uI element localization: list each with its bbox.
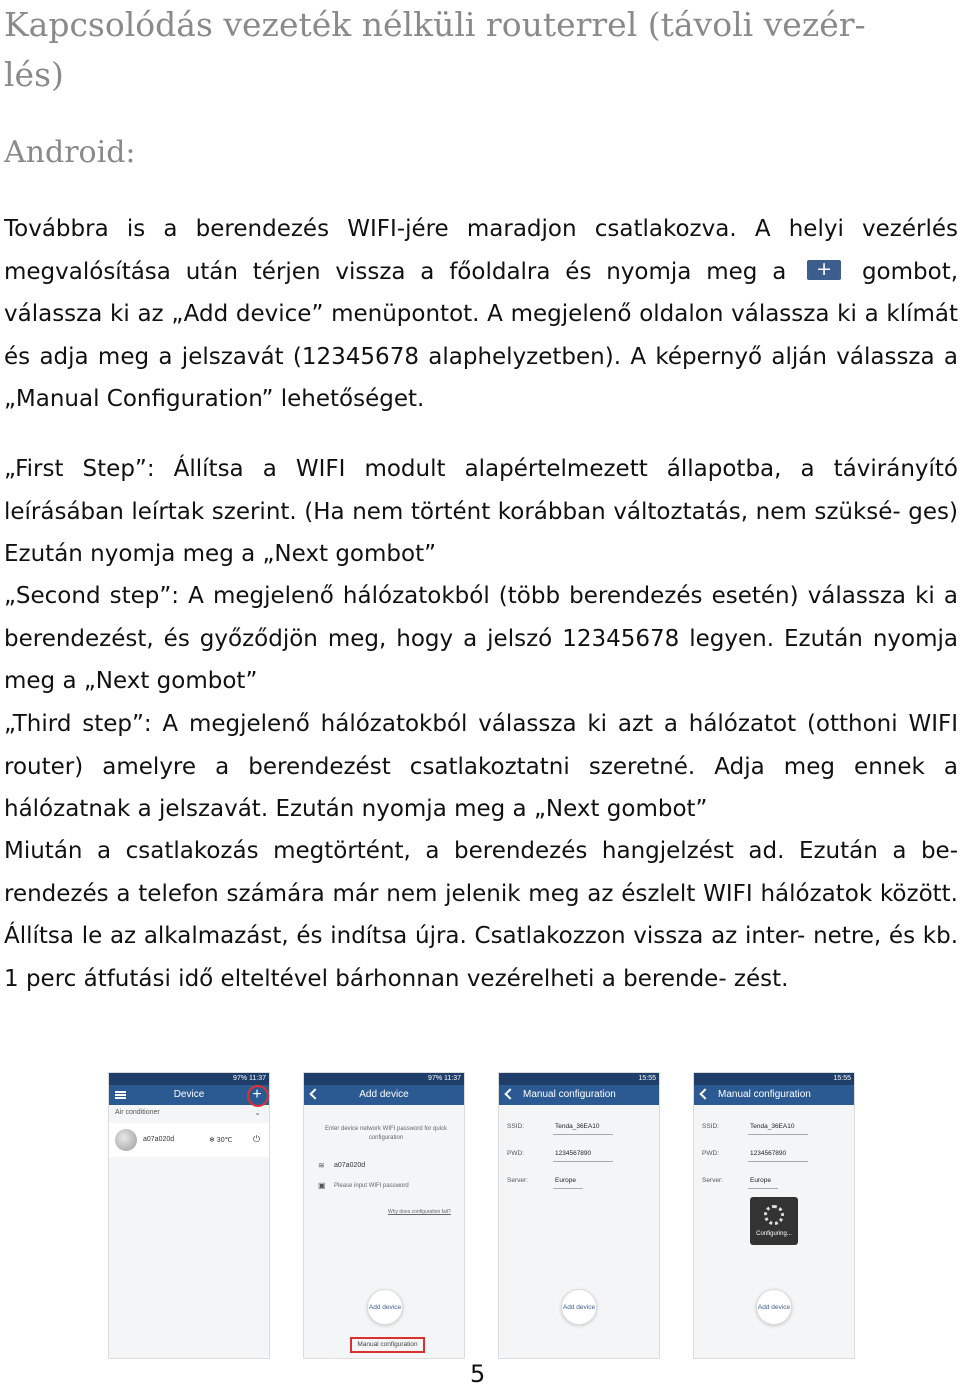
wifi-password-input[interactable]: Please input WIFI password [334,1183,409,1189]
server-select[interactable]: Europe [750,1177,771,1184]
why-fail-link[interactable]: Why does configuration fail? [388,1209,451,1215]
power-icon[interactable]: ⏻ [253,1134,261,1144]
ssid-underline [748,1134,808,1135]
paragraph-intro-part1: Továbbra is a berendezés WIFI-jére maradjon csatlakozva. A helyi vezérlés megvalósítása után térjen vissza a főoldalra és nyomja meg a [4,216,958,285]
screenshot-device-list [108,1072,270,1359]
app-bar [499,1085,659,1105]
pwd-label: PWD: [507,1150,524,1157]
plus-icon: + [807,260,841,280]
back-icon[interactable] [504,1088,515,1099]
server-select[interactable]: Europe [555,1177,576,1184]
screenshot-add-device [303,1072,465,1359]
add-icon[interactable]: + [252,1086,262,1103]
configuring-label: Configuring... [756,1231,792,1237]
add-device-button[interactable]: Add device [561,1289,597,1325]
device-temperature: ❄ 30℃ [209,1137,233,1144]
status-bar: 97% 11:37 [109,1073,269,1085]
status-bar: 15:55 [499,1073,659,1085]
app-bar [694,1085,854,1105]
app-bar-title: Device [173,1089,205,1100]
pwd-underline [553,1161,613,1162]
page-number: 5 [470,1360,486,1388]
app-bar-title: Add device [359,1089,409,1100]
paragraph-third-step: „Third step”: A megjelenő hálózatokból válassza ki azt a hálózatot (otthoni WIFI router) amelyre a berendezést csatlakoztatni szeretné. Adja meg ennek a hálózatnak a jelszavát. Ezután nyomja meg a „Next gombot” [4,711,958,822]
server-label: Server: [702,1177,723,1184]
server-label: Server: [507,1177,528,1184]
app-bar [109,1085,269,1105]
status-bar: 15:55 [694,1073,854,1085]
configuring-dialog [750,1197,798,1245]
pwd-field[interactable]: 1234567890 [555,1150,592,1157]
air-conditioner-icon [115,1129,137,1151]
app-bar [304,1085,464,1105]
server-underline [553,1188,583,1189]
device-name: a07a020d [143,1136,175,1143]
paragraph-second-step: „Second step”: A megjelenő hálózatokból (több berendezés esetén) válassza ki a berendezést, és győződjön meg, hogy a jelszó 12345678 legyen. Ezután nyomja meg a „Next gombot” [4,583,958,694]
section-label-air-conditioner: Air conditioner [115,1109,160,1116]
pwd-label: PWD: [702,1150,719,1157]
server-underline [748,1188,778,1189]
paragraph-intro [4,208,958,421]
app-bar-title: Manual configuration [718,1089,811,1100]
spinner-icon [764,1205,784,1225]
section-heading-android: Android: [4,135,136,170]
page-title: Kapcsolódás vezeték nélküli routerrel (távoli vezér- lés) [4,5,866,94]
paragraph-intro-part2: gombot, válassza ki az „Add device” menüpontot. A megjelenő oldalon válassza ki a klímát és adja meg a jelszavát (12345678 alaphelyzetben). A képernyő alján válassza a „Manual Configuration” lehetőséget. [4,258,959,412]
device-row[interactable] [109,1123,269,1157]
chevron-down-icon[interactable]: ⌄ [254,1108,261,1117]
paragraph-first-step: „First Step”: Állítsa a WIFI modult alapértelmezett állapotba, a távirányító leírásában leírtak szerint. (Ha nem történt korábban változtatás, nem szüksé- ges) Ezután nyomja meg a „Next gombot” [4,456,958,567]
add-device-button[interactable]: Add device [367,1289,403,1325]
network-name: a07a020d [334,1162,366,1169]
status-bar: 97% 11:37 [304,1073,464,1085]
lock-icon: ▣ [318,1181,326,1190]
ssid-underline [553,1134,613,1135]
wifi-password-hint: Enter device network WIFI password for quick configuration [324,1126,448,1141]
paragraph-final: Miután a csatlakozás megtörtént, a berendezés hangjelzést ad. Ezután a be- rendezés a telefon számára már nem jelenik meg az észlelt WIFI hálózatok között. Állítsa le az alkalmazást, és indítsa újra. Csatlakozzon vissza az inter- netre, és kb. 1 perc átfutási idő elteltével bárhonnan vezérelheti a berende- zést. [4,838,958,992]
ssid-field[interactable]: Tenda_36EA10 [555,1123,600,1130]
back-icon[interactable] [699,1088,710,1099]
app-bar-title: Manual configuration [523,1089,616,1100]
screenshot-configuring [693,1072,855,1359]
wifi-icon: ≋ [318,1161,325,1170]
highlight-circle [247,1085,269,1107]
pwd-field[interactable]: 1234567890 [750,1150,787,1157]
add-device-button[interactable]: Add device [756,1289,792,1325]
ssid-label: SSID: [702,1123,719,1130]
pwd-underline [748,1161,808,1162]
ssid-label: SSID: [507,1123,524,1130]
screenshot-manual-configuration [498,1072,660,1359]
manual-configuration-button[interactable]: Manual configuration [350,1337,425,1353]
ssid-field[interactable]: Tenda_36EA10 [750,1123,795,1130]
